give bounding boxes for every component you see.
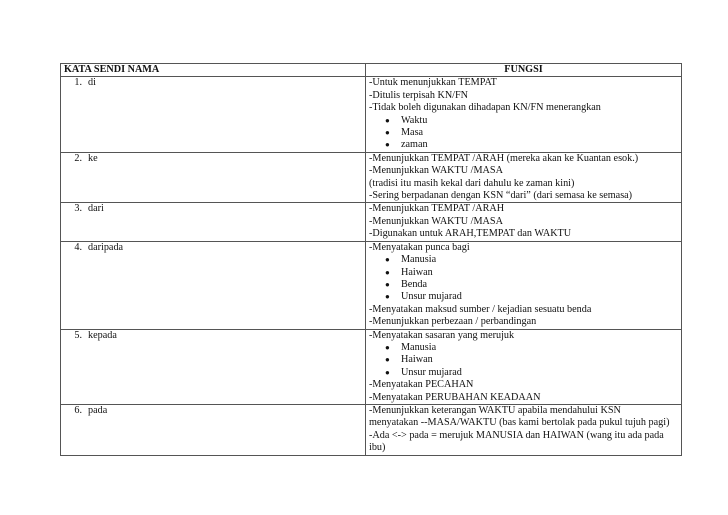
- kata-cell: [61, 203, 366, 241]
- fungsi-line: -Menunjukkan TEMPAT /ARAH: [369, 203, 505, 215]
- kata-sendi-word: daripada: [88, 241, 124, 253]
- table-header-row: [61, 64, 682, 77]
- fungsi-line: -Ada <-> pada = merujuk MANUSIA dan HAIWAN (wang itu ada pada ibu): [369, 429, 664, 454]
- kata-cell: [61, 241, 366, 329]
- fungsi-bullet-item: [369, 291, 678, 303]
- bullet-dot-icon: ●: [385, 115, 390, 125]
- fungsi-line: menyatakan --MASA/WAKTU (bas kami bertolak pada pukul tujuh pagi): [369, 417, 670, 429]
- fungsi-bullet-item: [369, 367, 678, 379]
- kata-cell: [61, 404, 366, 455]
- bullet-dot-icon: ●: [385, 140, 390, 150]
- fungsi-bullet-item: [369, 342, 678, 354]
- bullet-dot-icon: ●: [385, 279, 390, 289]
- table-body: [61, 77, 682, 455]
- fungsi-line: -Menyatakan sasaran yang merujuk: [369, 329, 515, 341]
- bullet-text: Haiwan: [401, 354, 433, 366]
- fungsi-bullet-item: [369, 115, 678, 127]
- fungsi-line: -Menyatakan punca bagi: [369, 241, 470, 253]
- fungsi-bullet-item: [369, 139, 678, 151]
- row-number: 1.: [74, 77, 82, 89]
- bullet-text: Unsur mujarad: [401, 366, 462, 378]
- fungsi-line: -Menunjukkan WAKTU /MASA: [369, 215, 503, 227]
- bullet-text: Masa: [401, 127, 424, 139]
- fungsi-cell: [366, 152, 682, 203]
- fungsi-cell: [366, 241, 682, 329]
- kata-sendi-word: dari: [88, 203, 104, 215]
- bullet-text: Benda: [401, 278, 428, 290]
- header-fungsi: FUNGSI: [366, 64, 682, 77]
- fungsi-cell: [366, 329, 682, 404]
- row-number: 6.: [74, 404, 82, 416]
- bullet-text: Haiwan: [401, 266, 433, 278]
- fungsi-line: -Menunjukkan TEMPAT /ARAH (mereka akan ke Kuantan esok.): [369, 152, 639, 164]
- fungsi-line: -Tidak boleh digunakan dihadapan KN/FN menerangkan: [369, 102, 601, 114]
- fungsi-line: -Menunjukkan WAKTU /MASA: [369, 165, 503, 177]
- bullet-text: Waktu: [401, 114, 428, 126]
- fungsi-bullet-item: [369, 279, 678, 291]
- fungsi-bullet-item: [369, 127, 678, 139]
- bullet-dot-icon: ●: [385, 355, 390, 365]
- bullet-dot-icon: ●: [385, 367, 390, 377]
- kata-sendi-table: [60, 63, 682, 456]
- fungsi-cell: [366, 203, 682, 241]
- table-row: [61, 152, 682, 203]
- fungsi-line: -Menyatakan PECAHAN: [369, 379, 474, 391]
- fungsi-line: -Ditulis terpisah KN/FN: [369, 89, 469, 101]
- bullet-dot-icon: ●: [385, 292, 390, 302]
- bullet-dot-icon: ●: [385, 255, 390, 265]
- fungsi-line: -Menunjukkan keterangan WAKTU apabila mendahului KSN: [369, 404, 621, 416]
- row-number: 5.: [74, 329, 82, 341]
- bullet-dot-icon: ●: [385, 267, 390, 277]
- fungsi-line: (tradisi itu masih kekal dari dahulu ke zaman kini): [369, 177, 575, 189]
- kata-cell: [61, 77, 366, 152]
- bullet-text: Manusia: [401, 341, 437, 353]
- kata-sendi-word: di: [88, 77, 96, 89]
- table-row: [61, 203, 682, 241]
- kata-sendi-word: kepada: [88, 329, 117, 341]
- fungsi-line: -Menunjukkan perbezaan / perbandingan: [369, 316, 537, 328]
- header-kata-sendi-nama: KATA SENDI NAMA: [61, 64, 366, 77]
- table-row: [61, 404, 682, 455]
- fungsi-cell: [366, 404, 682, 455]
- bullet-text: zaman: [401, 139, 428, 151]
- bullet-text: Unsur mujarad: [401, 291, 462, 303]
- bullet-dot-icon: ●: [385, 128, 390, 138]
- kata-sendi-word: ke: [88, 152, 98, 164]
- fungsi-line: -Untuk menunjukkan TEMPAT: [369, 77, 497, 89]
- fungsi-line: -Digunakan untuk ARAH,TEMPAT dan WAKTU: [369, 228, 572, 240]
- fungsi-bullet-item: [369, 267, 678, 279]
- fungsi-bullet-item: [369, 354, 678, 366]
- kata-sendi-word: pada: [88, 404, 108, 416]
- fungsi-cell: [366, 77, 682, 152]
- row-number: 2.: [74, 152, 82, 164]
- fungsi-bullet-item: [369, 254, 678, 266]
- bullet-dot-icon: ●: [385, 342, 390, 352]
- fungsi-line: -Menyatakan maksud sumber / kejadian sesuatu benda: [369, 303, 592, 315]
- table-row: [61, 77, 682, 152]
- table-row: [61, 329, 682, 404]
- kata-cell: [61, 329, 366, 404]
- row-number: 3.: [74, 203, 82, 215]
- fungsi-line: -Sering berpadanan dengan KSN “dari” (dari semasa ke semasa): [369, 190, 633, 202]
- kata-cell: [61, 152, 366, 203]
- row-number: 4.: [74, 241, 82, 253]
- fungsi-line: -Menyatakan PERUBAHAN KEADAAN: [369, 391, 541, 403]
- table-row: [61, 241, 682, 329]
- bullet-text: Manusia: [401, 254, 437, 266]
